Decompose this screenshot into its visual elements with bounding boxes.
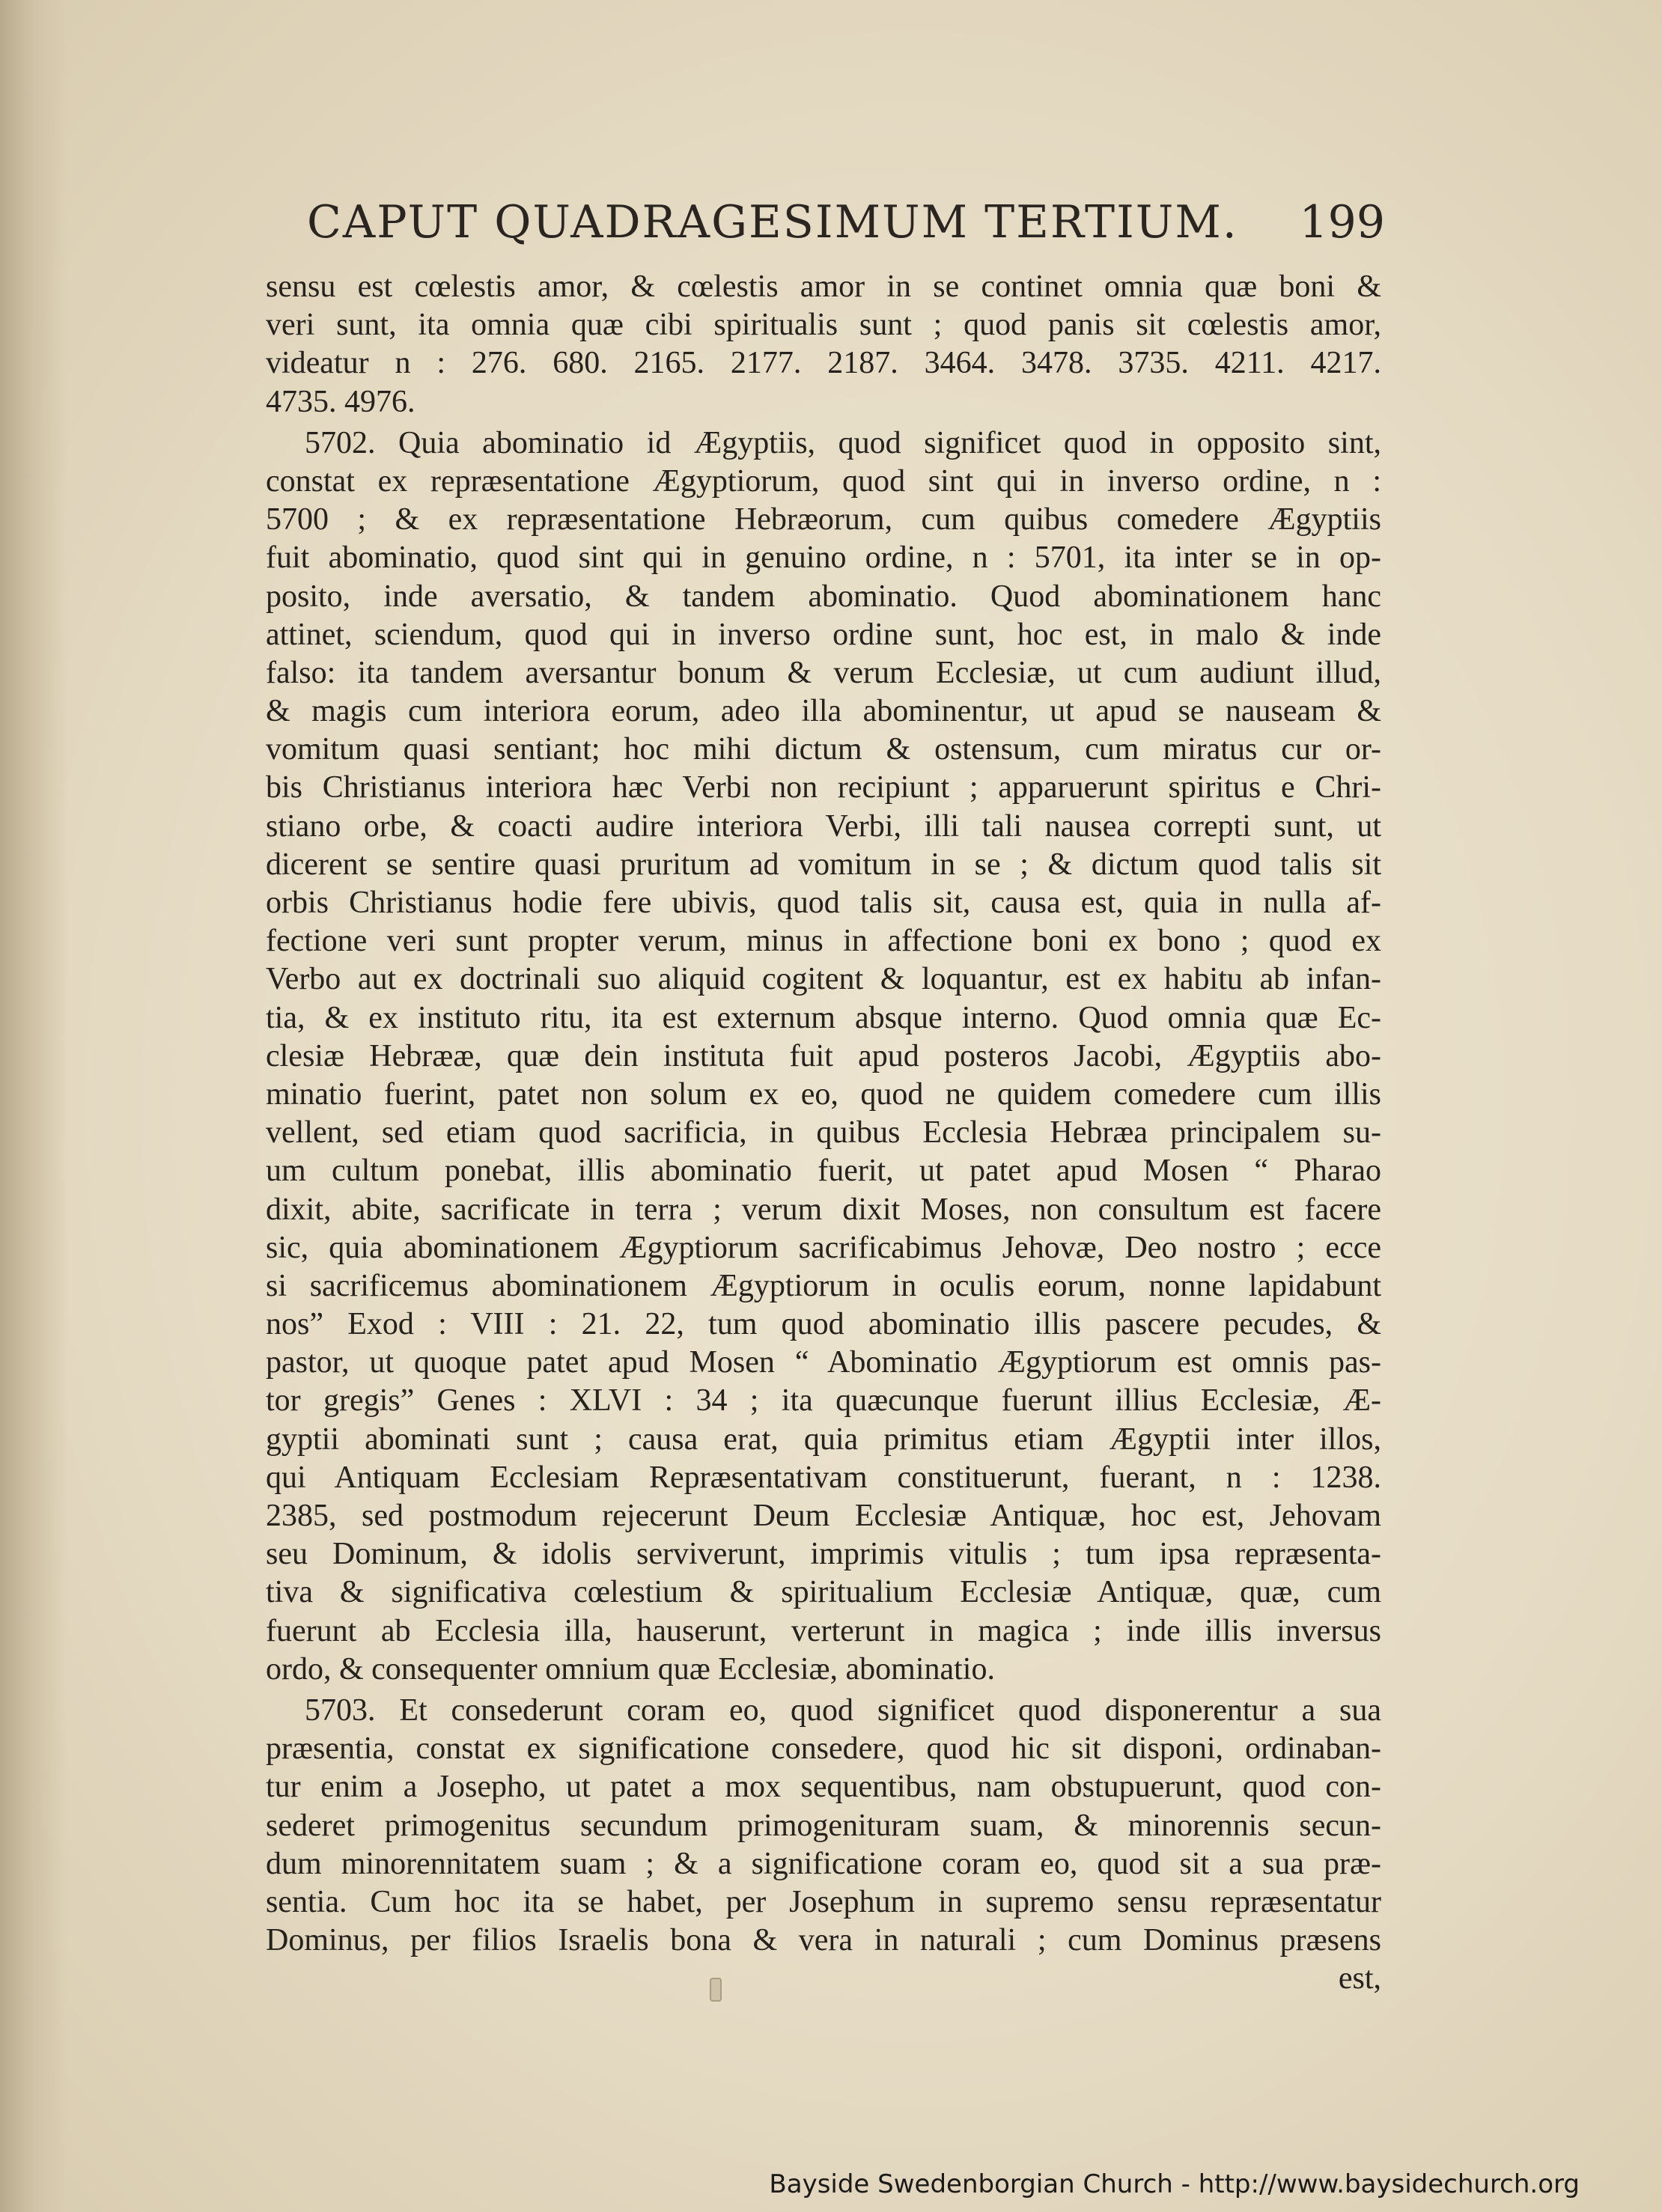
text-line: ordo, & consequenter omnium quæ Ecclesiæ, abominatio. bbox=[266, 1651, 995, 1687]
text-line: dixit, abite, sacrificate in terra ; verum dixit Moses, non consultum est facere bbox=[266, 1192, 1381, 1227]
text-line: seu Dominum, & idolis serviverunt, imprimis vitulis ; tum ipsa repræsenta- bbox=[266, 1537, 1381, 1572]
text-line: sederet primogenitus secundum primogenituram suam, & minorennis secun- bbox=[266, 1808, 1381, 1843]
page-header bbox=[307, 196, 1385, 263]
text-line: 2385, sed postmodum rejecerunt Deum Ecclesiæ Antiquæ, hoc est, Jehovam bbox=[266, 1499, 1381, 1533]
text-line: nos” Exod : VIII : 21. 22, tum quod abominatio illis pascere pecudes, & bbox=[266, 1307, 1381, 1342]
paragraph-5702 bbox=[266, 424, 1381, 1689]
text-line: minatio fuerint, patet non solum ex eo, quod ne quidem comedere cum illis bbox=[266, 1076, 1381, 1112]
text-line: qui Antiquam Ecclesiam Repræsentativam constituerunt, fuerant, n : 1238. bbox=[266, 1460, 1381, 1495]
text-line: sic, quia abominationem Ægyptiorum sacrificabimus Jehovæ, Deo nostro ; ecce bbox=[266, 1230, 1381, 1265]
text-line: sentia. Cum hoc ita se habet, per Josephum in supremo sensu repræsentatur bbox=[266, 1884, 1381, 1919]
text-line: Dominus, per filios Israelis bona & vera in naturali ; cum Dominus præsens bbox=[266, 1923, 1381, 1958]
text-line: si sacrificemus abominationem Ægyptiorum in oculis eorum, nonne lapidabunt bbox=[266, 1268, 1381, 1303]
page-number: 199 bbox=[1299, 196, 1385, 249]
signature-mark bbox=[710, 1978, 722, 2002]
text-line: posito, inde aversatio, & tandem abominatio. Quod abominationem hanc bbox=[266, 579, 1381, 614]
text-line: dum minorennitatem suam ; & a significatione coram eo, quod sit a sua præ- bbox=[266, 1846, 1381, 1881]
text-line: vomitum quasi sentiant; hoc mihi dictum & ostensum, cum miratus cur or- bbox=[266, 732, 1381, 767]
text-line: veri sunt, ita omnia quæ cibi spiritualis sunt ; quod panis sit cœlestis amor, bbox=[266, 308, 1381, 343]
text-line: pastor, ut quoque patet apud Mosen “ Abominatio Ægyptiorum est omnis pas- bbox=[266, 1345, 1381, 1380]
paragraph-5703 bbox=[266, 1692, 1381, 1999]
catchword: est, bbox=[1338, 1961, 1381, 1996]
text-line: tor gregis” Genes : XLVI : 34 ; ita quæcunque fuerunt illius Ecclesiæ, Æ- bbox=[266, 1383, 1381, 1419]
text-line: orbis Christianus hodie fere ubivis, quod talis sit, causa est, quia in nulla af- bbox=[266, 886, 1381, 920]
text-line: stiano orbe, & coacti audire interiora Verbi, illi tali nausea correpti sunt, ut bbox=[266, 808, 1381, 844]
text-line: bis Christianus interiora hæc Verbi non recipiunt ; apparuerunt spiritus e Chri- bbox=[266, 770, 1381, 805]
text-line: tur enim a Josepho, ut patet a mox sequentibus, nam obstupuerunt, quod con- bbox=[266, 1770, 1381, 1805]
text-line: & magis cum interiora eorum, adeo illa abominentur, ut apud se nauseam & bbox=[266, 694, 1381, 729]
paragraph-continuation bbox=[266, 268, 1381, 421]
text-line: gyptii abominati sunt ; causa erat, quia primitus etiam Ægyptii inter illos, bbox=[266, 1422, 1381, 1457]
text-line: fuit abominatio, quod sint qui in genuino ordine, n : 5701, ita inter se in op- bbox=[266, 540, 1381, 576]
text-line: fuerunt ab Ecclesia illa, hauserunt, verterunt in magica ; inde illis inversus bbox=[266, 1613, 1381, 1648]
text-line: falso: ita tandem aversantur bonum & verum Ecclesiæ, ut cum audiunt illud, bbox=[266, 655, 1381, 690]
text-line: Verbo aut ex doctrinali suo aliquid cogitent & loquantur, est ex habitu ab infan- bbox=[266, 962, 1381, 997]
binding-gutter-shadow bbox=[0, 0, 67, 2212]
text-line: 5700 ; & ex repræsentatione Hebræorum, cum quibus comedere Ægyptiis bbox=[266, 502, 1381, 537]
text-line: videatur n : 276. 680. 2165. 2177. 2187. 3464. 3478. 3735. 4211. 4217. bbox=[266, 346, 1381, 381]
text-line: tiva & significativa cœlestium & spiritualium Ecclesiæ Antiquæ, quæ, cum bbox=[266, 1575, 1381, 1610]
text-line: clesiæ Hebrææ, quæ dein instituta fuit apud posteros Jacobi, Ægyptiis abo- bbox=[266, 1038, 1381, 1073]
text-line: um cultum ponebat, illis abominatio fuerit, ut patet apud Mosen “ Pharao bbox=[266, 1154, 1381, 1189]
body-text bbox=[266, 268, 1381, 2001]
footer-credit: Bayside Swedenborgian Church - http://www.baysidechurch.org bbox=[769, 2169, 1580, 2199]
text-line: fectione veri sunt propter verum, minus in affectione boni ex bono ; quod ex bbox=[266, 924, 1381, 959]
text-line: 4735. 4976. bbox=[266, 384, 416, 419]
text-line: vellent, sed etiam quod sacrificia, in quibus Ecclesia Hebræa principalem su- bbox=[266, 1115, 1381, 1151]
text-line: tia, & ex instituto ritu, ita est externum absque interno. Quod omnia quæ Ec- bbox=[266, 1000, 1381, 1035]
text-line: dicerent se sentire quasi pruritum ad vomitum in se ; & dictum quod talis sit bbox=[266, 847, 1381, 882]
text-line: 5703. Et consederunt coram eo, quod significet quod disponerentur a sua bbox=[305, 1692, 1381, 1728]
text-line: præsentia, constat ex significatione consedere, quod hic sit disponi, ordinaban- bbox=[266, 1731, 1381, 1767]
running-head: CAPUT QUADRAGESIMUM TERTIUM. bbox=[307, 196, 1238, 249]
text-line: attinet, sciendum, quod qui in inverso ordine sunt, hoc est, in malo & inde bbox=[266, 617, 1381, 652]
text-line: 5702. Quia abominatio id Ægyptiis, quod significet quod in opposito sint, bbox=[305, 425, 1381, 460]
text-line: constat ex repræsentatione Ægyptiorum, quod sint qui in inverso ordine, n : bbox=[266, 463, 1381, 499]
text-line: sensu est cœlestis amor, & cœlestis amor in se continet omnia quæ boni & bbox=[266, 269, 1381, 304]
